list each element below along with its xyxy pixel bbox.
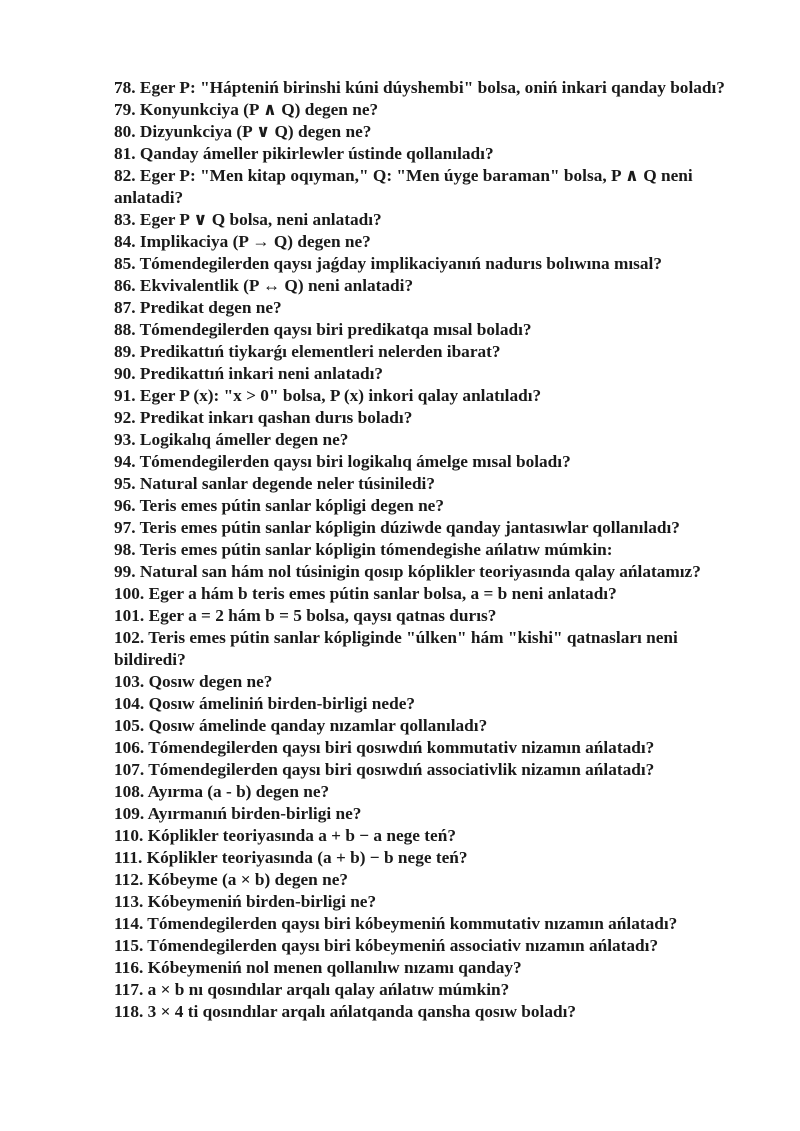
question-item: 95. Natural sanlar degende neler túsiniledi?	[114, 474, 436, 493]
question-item: 92. Predikat inkarı qashan durıs boladı?	[114, 408, 413, 427]
question-item: 113. Kóbeymeniń birden-birligi ne?	[114, 892, 377, 911]
question-item: 98. Teris emes pútin sanlar kópligin tómendegishe ańlatıw múmkin:	[114, 540, 613, 559]
question-item: 118. 3 × 4 ti qosındılar arqalı ańlatqanda qansha qosıw boladı?	[114, 1002, 577, 1021]
question-item: 88. Tómendegilerden qaysı biri predikatqa mısal boladı?	[114, 320, 532, 339]
question-item: 84. Implikaciya (P → Q) degen ne?	[114, 232, 371, 251]
question-item: 99. Natural san hám nol túsinigin qosıp kóplikler teoriyasında qalay ańlatamız?	[114, 562, 701, 581]
question-item: 90. Predikattıń inkari neni anlatadı?	[114, 364, 384, 383]
question-item: 102. Teris emes pútin sanlar kópliginde "úlken" hám "kishi" qatnasları neni bildiredi?	[114, 628, 678, 669]
question-item: 106. Tómendegilerden qaysı biri qosıwdıń kommutativ nizamın ańlatadı?	[114, 738, 655, 757]
question-item: 112. Kóbeyme (a × b) degen ne?	[114, 870, 349, 889]
question-item: 86. Ekvivalentlik (P ↔ Q) neni anlatadi?	[114, 276, 414, 295]
question-item: 85. Tómendegilerden qaysı jaǵday implikaciyanıń nadurıs bolıwına mısal?	[114, 254, 662, 273]
question-item: 93. Logikalıq ámeller degen ne?	[114, 430, 349, 449]
question-item: 89. Predikattıń tiykarǵı elementleri nelerden ibarat?	[114, 342, 501, 361]
question-item: 82. Eger P: "Men kitap oqıyman," Q: "Men úyge baraman" bolsa, P ∧ Q neni anlatadi?	[114, 166, 693, 207]
question-item: 108. Ayırma (a - b) degen ne?	[114, 782, 330, 801]
question-item: 104. Qosıw ámeliniń birden-birligi nede?	[114, 694, 416, 713]
question-item: 91. Eger P (x): "x > 0" bolsa, P (x) inkori qalay anlatıladı?	[114, 386, 542, 405]
question-list	[114, 77, 744, 1023]
question-item: 109. Ayırmanıń birden-birligi ne?	[114, 804, 362, 823]
question-item: 117. a × b nı qosındılar arqalı qalay ańlatıw múmkin?	[114, 980, 510, 999]
question-item: 110. Kóplikler teoriyasında a + b − a nege teń?	[114, 826, 456, 845]
question-item: 105. Qosıw ámelinde qanday nızamlar qollanıladı?	[114, 716, 488, 735]
question-item: 101. Eger a = 2 hám b = 5 bolsa, qaysı qatnas durıs?	[114, 606, 497, 625]
question-item: 79. Konyunkciya (P ∧ Q) degen ne?	[114, 100, 379, 119]
question-item: 103. Qosıw degen ne?	[114, 672, 273, 691]
question-item: 87. Predikat degen ne?	[114, 298, 282, 317]
question-item: 114. Tómendegilerden qaysı biri kóbeymeniń kommutativ nızamın ańlatadı?	[114, 914, 678, 933]
question-item: 78. Eger P: "Hápteniń birinshi kúni dúyshembi" bolsa, oniń inkari qanday boladı?	[114, 78, 725, 97]
question-item: 100. Eger a hám b teris emes pútin sanlar bolsa, a = b neni anlatadı?	[114, 584, 617, 603]
question-item: 80. Dizyunkciya (P ∨ Q) degen ne?	[114, 122, 372, 141]
question-item: 96. Teris emes pútin sanlar kópligi degen ne?	[114, 496, 444, 515]
question-item: 115. Tómendegilerden qaysı biri kóbeymeniń associativ nızamın ańlatadı?	[114, 936, 659, 955]
question-item: 107. Tómendegilerden qaysı biri qosıwdıń associativlik nizamın ańlatadı?	[114, 760, 655, 779]
question-item: 111. Kóplikler teoriyasında (a + b) − b nege teń?	[114, 848, 468, 867]
question-item: 97. Teris emes pútin sanlar kópligin dúziwde qanday jantasıwlar qollanıladı?	[114, 518, 680, 537]
question-item: 94. Tómendegilerden qaysı biri logikalıq ámelge mısal boladı?	[114, 452, 571, 471]
question-item: 81. Qanday ámeller pikirlewler ústinde qollanıladı?	[114, 144, 494, 163]
question-item: 83. Eger P ∨ Q bolsa, neni anlatadı?	[114, 210, 382, 229]
question-item: 116. Kóbeymeniń nol menen qollanılıw nızamı qanday?	[114, 958, 522, 977]
